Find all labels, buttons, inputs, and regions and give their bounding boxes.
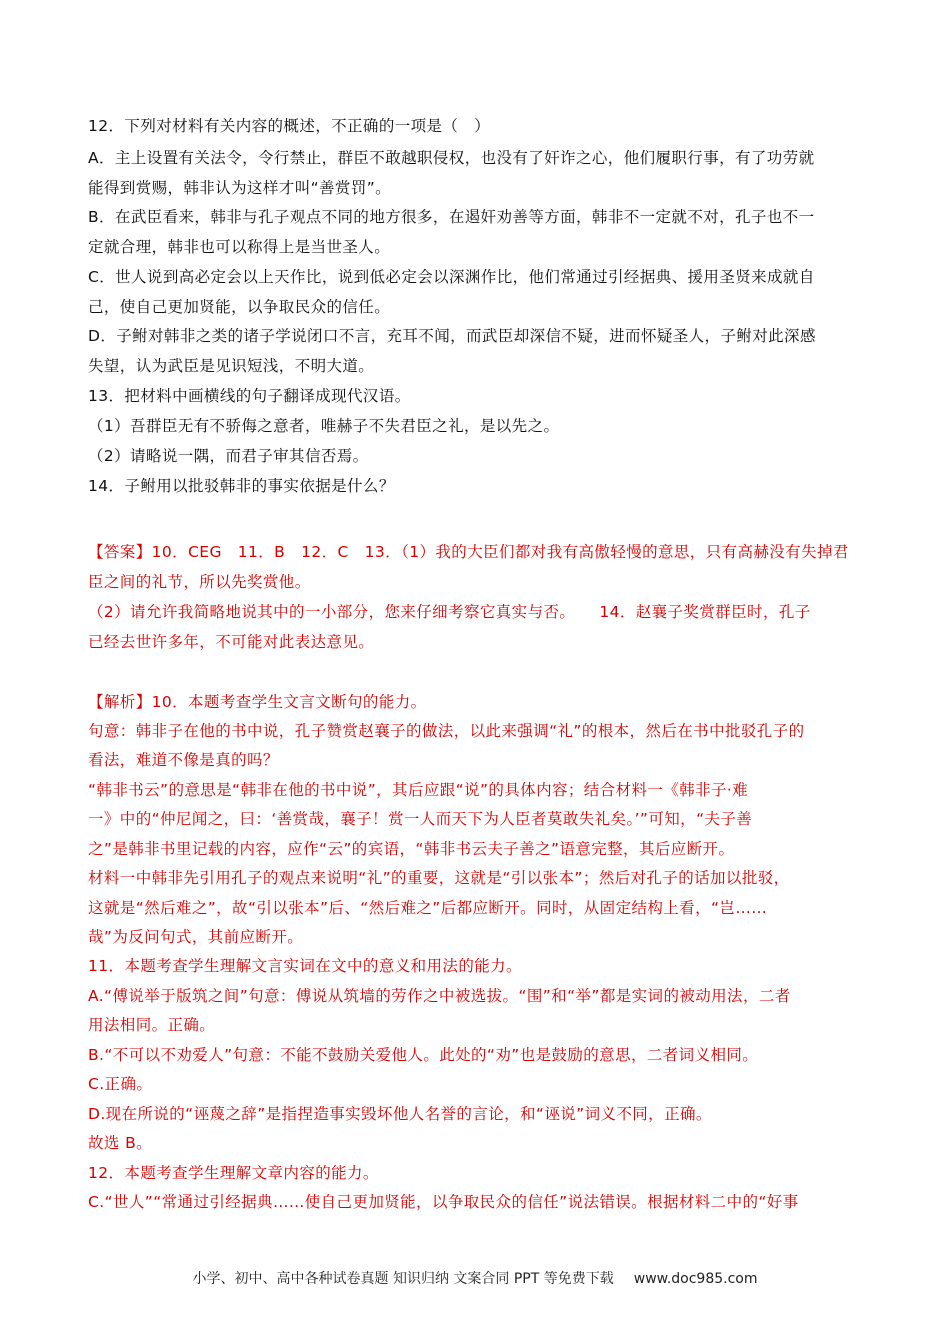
analysis-line: 一》中的“仲尼闻之，曰：‘善赏哉，襄子！赏一人而天下为人臣者莫敢失礼矣。’”可知，“夫子善 xyxy=(88,810,753,828)
question-13-stem: 13．把材料中画横线的句子翻译成现代汉语。 xyxy=(88,387,411,405)
analysis-line: 看法，难道不像是真的吗？ xyxy=(88,751,279,769)
question-12-option-b-cont: 定就合理，韩非也可以称得上是当世圣人。 xyxy=(88,238,391,256)
analysis-line: C.正确。 xyxy=(88,1075,153,1093)
question-12-option-c-cont: 己，使自己更加贤能，以争取民众的信任。 xyxy=(88,298,391,316)
page-footer xyxy=(0,1268,950,1288)
question-12-option-b: B．在武臣看来，韩非与孔子观点不同的地方很多，在遏奸劝善等方面，韩非不一定就不对，孔子也不一 xyxy=(88,208,815,226)
analysis-line: 12．本题考查学生理解文章内容的能力。 xyxy=(88,1164,379,1182)
analysis-line: 用法相同。正确。 xyxy=(88,1016,216,1034)
question-14-stem: 14．子鲋用以批驳韩非的事实依据是什么？ xyxy=(88,477,395,495)
question-12-option-a: A．主上设置有关法令，令行禁止，群臣不敢越职侵权，也没有了奸诈之心，他们履职行事，有了功劳就 xyxy=(88,149,815,167)
question-12-option-a-cont: 能得到赏赐，韩非认为这样才叫“善赏罚”。 xyxy=(88,179,392,197)
analysis-line: D.现在所说的“诬蔑之辞”是指捏造事实毁坏他人名誉的言论，和“诬说”词义不同，正确。 xyxy=(88,1105,712,1123)
analysis-line: 句意：韩非子在他的书中说，孔子赞赏赵襄子的做法，以此来强调“礼”的根本，然后在书中批驳孔子的 xyxy=(88,722,805,740)
question-13-part-1: （1）吾群臣无有不骄侮之意者，唯赫子不失君臣之礼，是以先之。 xyxy=(88,417,560,435)
analysis-line: 故选 B。 xyxy=(88,1134,153,1152)
analysis-line: A.“傅说举于版筑之间”句意：傅说从筑墙的劳作之中被选拔。“围”和“举”都是实词的被动用法，二者 xyxy=(88,987,791,1005)
footer-text: 小学、初中、高中各种试卷真题 知识归纳 文案合同 PPT 等免费下载 xyxy=(192,1271,614,1287)
analysis-line: 【解析】10．本题考查学生文言文断句的能力。 xyxy=(88,693,427,711)
analysis-line: C.“世人”“常通过引经据典……使自己更加贤能，以争取民众的信任”说法错误。根据材料二中的“好事 xyxy=(88,1193,799,1211)
answer-line-3: （2）请允许我简略地说其中的一小部分，您来仔细考察它真实与否。 14．赵襄子奖赏群臣时，孔子 xyxy=(88,603,811,621)
question-13-part-2: （2）请略说一隅，而君子审其信否焉。 xyxy=(88,447,369,465)
question-12-option-d-cont: 失望，认为武臣是见识短浅，不明大道。 xyxy=(88,357,375,375)
footer-url-link[interactable]: www.doc985.com xyxy=(633,1271,758,1287)
analysis-line: “韩非书云”的意思是“韩非在他的书中说”，其后应跟“说”的具体内容；结合材料一《韩非子·难 xyxy=(88,781,749,799)
analysis-line: 哉”为反问句式，其前应断开。 xyxy=(88,928,304,946)
analysis-line: 这就是“然后难之”，故“引以张本”后、“然后难之”后都应断开。同时，从固定结构上看，“岂…… xyxy=(88,899,768,917)
analysis-line: B.“不可以不劝爱人”句意：不能不鼓励关爱他人。此处的“劝”也是鼓励的意思，二者词义相同。 xyxy=(88,1046,759,1064)
question-12-stem: 12．下列对材料有关内容的概述，不正确的一项是（ ） xyxy=(88,117,491,135)
question-12-option-c: C．世人说到高必定会以上天作比，说到低必定会以深渊作比，他们常通过引经据典、援用圣贤来成就自 xyxy=(88,268,815,286)
answer-line-1: 【答案】10．CEG 11．B 12．C 13．（1）我的大臣们都对我有高傲轻慢的意思，只有高赫没有失掉君 xyxy=(88,543,849,561)
analysis-line: 11．本题考查学生理解文言实词在文中的意义和用法的能力。 xyxy=(88,957,522,975)
question-12-option-d: D．子鲋对韩非之类的诸子学说闭口不言，充耳不闻，而武臣却深信不疑，进而怀疑圣人，子鲋对此深感 xyxy=(88,327,816,345)
analysis-line: 材料一中韩非先引用孔子的观点来说明“礼”的重要，这就是“引以张本”；然后对孔子的话加以批驳， xyxy=(88,869,790,887)
answer-line-4: 已经去世许多年，不可能对此表达意见。 xyxy=(88,633,375,651)
analysis-line: 之”是韩非书里记载的内容，应作“云”的宾语，“韩非书云夫子善之”语意完整，其后应断开。 xyxy=(88,840,735,858)
answer-line-2: 臣之间的礼节，所以先奖赏他。 xyxy=(88,573,311,591)
